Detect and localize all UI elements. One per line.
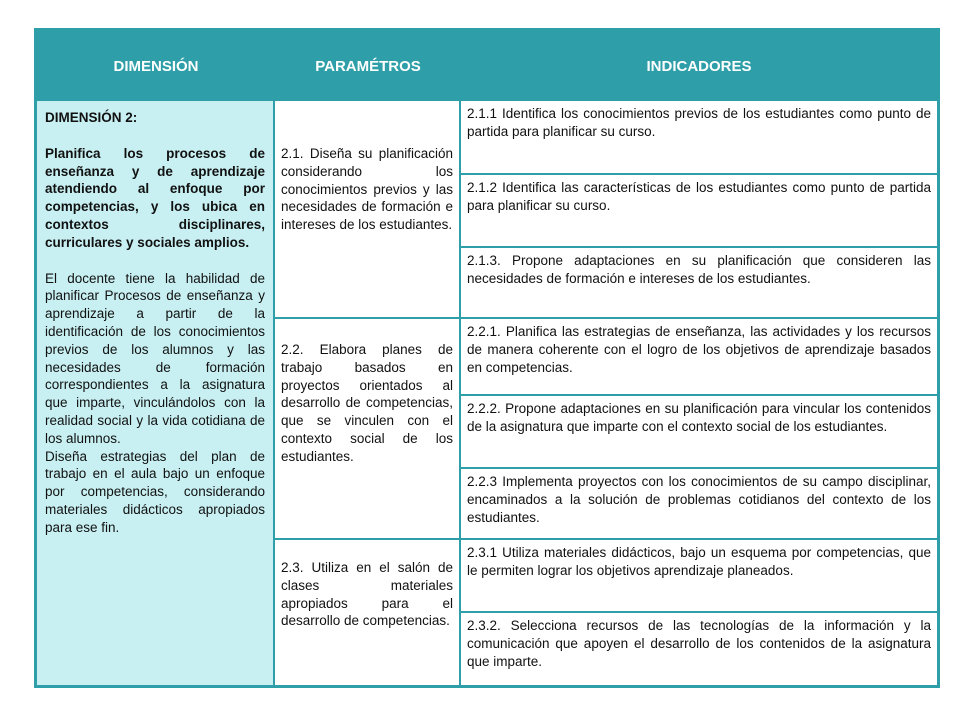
header-dimension: DIMENSIÓN [113, 57, 199, 75]
indicators-column [461, 101, 937, 685]
parameter-cell: 2.3. Utiliza en el salón de clases materiales apropiados para el desarrollo de competencias. [281, 560, 453, 629]
indicator-cell: 2.2.2. Propone adaptaciones en su planificación para vincular los contenidos de la asignatura que imparte con el contexto social de los estudiantes. [467, 401, 931, 434]
header-parameters: PARAMÉTROS [315, 57, 421, 75]
row-divider [275, 317, 459, 319]
indicator-cell: 2.3.2. Selecciona recursos de las tecnologías de la información y la comunicación que apoyen el desarrollo de los contenidos de la asignatura que imparte. [467, 618, 931, 669]
parameter-cell: 2.1. Diseña su planificación considerando los conocimientos previos y las necesidades de formación e intereses de los estudiantes. [281, 146, 453, 233]
dimension-title: DIMENSIÓN 2: [45, 110, 138, 125]
row-divider [275, 538, 459, 540]
dimension-paragraph: El docente tiene la habilidad de planificar Procesos de enseñanza y aprendizaje a partir de la identificación de los conocimientos previos de los alumnos y las necesidades de formación correspondientes a la asignatura que imparte, vinculándolos con la realidad social y la vida cotidiana de los alumnos. [45, 270, 265, 446]
dimension-paragraph: Diseña estrategias del plan de trabajo en el aula bajo un enfoque por competencias, considerando materiales didácticos apropiados para ese fin. [45, 448, 265, 535]
header-indicators: INDICADORES [646, 57, 752, 75]
indicator-cell: 2.1.2 Identifica las características de los estudiantes como punto de partida para planificar su curso. [467, 180, 931, 213]
indicator-cell: 2.2.3 Implementa proyectos con los conocimientos de su campo disciplinar, encaminados a la solución de problemas cotidianos del contexto de los estudiantes. [467, 474, 931, 525]
dimension-subtitle: Planifica los procesos de enseñanza y de aprendizaje atendiendo al enfoque por competencias, y los ubica en contextos disciplinares, curriculares y sociales amplios. [45, 145, 265, 250]
dimension-column [37, 101, 275, 685]
parameters-column [275, 101, 461, 685]
table-header [37, 31, 937, 101]
indicator-cell: 2.1.1 Identifica los conocimientos previos de los estudiantes como punto de partida para planificar su curso. [467, 106, 931, 139]
indicator-cell: 2.2.1. Planifica las estrategias de enseñanza, las actividades y los recursos de manera coherente con el logro de los objetivos de aprendizaje basados en competencias. [467, 324, 931, 375]
parameter-cell: 2.2. Elabora planes de trabajo basados en proyectos orientados al desarrollo de competencias, que se vinculen con el contexto social de los estudiantes. [281, 342, 453, 464]
indicator-cell: 2.1.3. Propone adaptaciones en su planificación que consideren las necesidades de formación e intereses de los estudiantes. [467, 253, 931, 286]
competency-table [34, 28, 940, 688]
indicator-cell: 2.3.1 Utiliza materiales didácticos, bajo un esquema por competencias, que le permiten lograr los objetivos aprendizaje planeados. [467, 545, 931, 578]
